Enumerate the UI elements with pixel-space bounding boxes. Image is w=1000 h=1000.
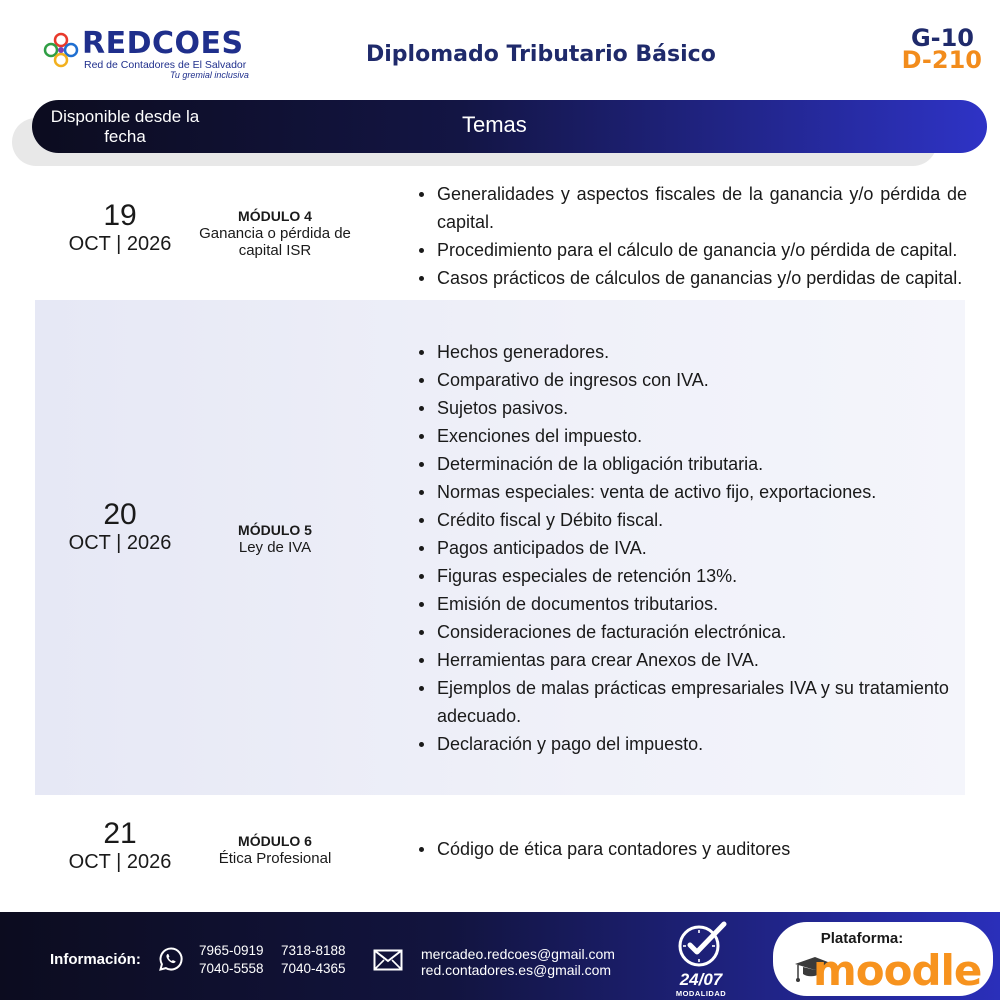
- date-day: 20: [103, 498, 137, 531]
- list-item: Emisión de documentos tributarios.: [415, 590, 967, 618]
- date-day: 19: [103, 199, 137, 232]
- list-item: Crédito fiscal y Débito fiscal.: [415, 506, 967, 534]
- brand-tagline: Tu gremial inclusiva: [170, 70, 249, 80]
- topics-list: [415, 338, 967, 758]
- module-row-6: [35, 800, 965, 900]
- list-item: Código de ética para contadores y auditores: [415, 835, 967, 863]
- brand-name: REDCOES: [82, 26, 244, 61]
- platform-label: Plataforma:: [820, 930, 904, 947]
- list-item: Consideraciones de facturación electrónica.: [415, 618, 967, 646]
- date-month-year: OCT | 2026: [68, 532, 172, 554]
- module-description: Ética Profesional: [218, 850, 332, 867]
- row-date: [55, 200, 185, 256]
- whatsapp-icon: [158, 946, 184, 972]
- list-item: Comparativo de ingresos con IVA.: [415, 366, 967, 394]
- module-description: Ganancia o pérdida de capital ISR: [199, 225, 351, 259]
- moodle-logo-text: moodle: [813, 946, 982, 995]
- brand-subtitle: Red de Contadores de El Salvador: [84, 59, 247, 71]
- list-item: Normas especiales: venta de activo fijo, exportaciones.: [415, 478, 967, 506]
- list-item: Ejemplos de malas prácticas empresariales IVA y su tratamiento adecuado.: [415, 674, 967, 730]
- list-item: Sujetos pasivos.: [415, 394, 967, 422]
- phone-number[interactable]: 7318-8188: [281, 943, 346, 958]
- list-item: Figuras especiales de retención 13%.: [415, 562, 967, 590]
- row-date: [55, 499, 185, 555]
- module-title: MÓDULO 4: [238, 208, 312, 224]
- list-item: Determinación de la obligación tributaria.: [415, 450, 967, 478]
- group-code: G-10: [910, 24, 974, 52]
- list-item: Procedimiento para el cálculo de ganancia y/o pérdida de capital.: [415, 236, 967, 264]
- date-month-year: OCT | 2026: [68, 233, 172, 255]
- topics-list: [415, 180, 967, 292]
- page-title: Diplomado Tributario Básico: [366, 42, 716, 67]
- phone-number[interactable]: 7965-0919: [199, 943, 264, 958]
- date-month-year: OCT | 2026: [68, 851, 172, 873]
- module-title: MÓDULO 5: [238, 522, 312, 538]
- date-day: 21: [103, 817, 137, 850]
- list-item: Casos prácticos de cálculos de ganancias y/o perdidas de capital.: [415, 264, 967, 292]
- topics-list: [415, 835, 967, 863]
- logo-rings-icon: [42, 31, 80, 69]
- email-link[interactable]: red.contadores.es@gmail.com: [421, 962, 612, 978]
- platform-card[interactable]: [773, 922, 993, 996]
- modality-label: MODALIDAD: [675, 989, 727, 998]
- envelope-icon: [373, 949, 403, 971]
- phone-numbers: [199, 942, 363, 978]
- module-row-5: [35, 300, 965, 795]
- phone-number[interactable]: 7040-4365: [281, 961, 346, 976]
- module-info: [195, 522, 355, 556]
- module-title: MÓDULO 6: [238, 833, 312, 849]
- phone-number[interactable]: 7040-5558: [199, 961, 264, 976]
- module-row-4: [35, 176, 965, 298]
- clock-check-icon: [674, 920, 728, 968]
- redcoes-logo: [42, 28, 272, 84]
- row-date: [55, 818, 185, 874]
- date-column-header: Disponible desde la fecha: [50, 107, 200, 146]
- list-item: Hechos generadores.: [415, 338, 967, 366]
- list-item: Herramientas para crear Anexos de IVA.: [415, 646, 967, 674]
- module-info: [195, 208, 355, 259]
- module-info: [195, 833, 355, 867]
- list-item: Exenciones del impuesto.: [415, 422, 967, 450]
- module-description: Ley de IVA: [238, 539, 312, 556]
- modality-value: 24/07: [679, 970, 723, 989]
- modality-badge: [668, 918, 734, 998]
- list-item: Pagos anticipados de IVA.: [415, 534, 967, 562]
- info-label: Información:: [50, 951, 141, 968]
- diploma-code: D-210: [901, 46, 982, 74]
- email-addresses: [421, 946, 615, 978]
- list-item: Generalidades y aspectos fiscales de la ganancia y/o pérdida de capital.: [415, 180, 967, 236]
- email-link[interactable]: mercadeo.redcoes@gmail.com: [421, 946, 615, 962]
- list-item: Declaración y pago del impuesto.: [415, 730, 967, 758]
- topics-column-header: Temas: [462, 112, 527, 137]
- footer: [0, 912, 1000, 1000]
